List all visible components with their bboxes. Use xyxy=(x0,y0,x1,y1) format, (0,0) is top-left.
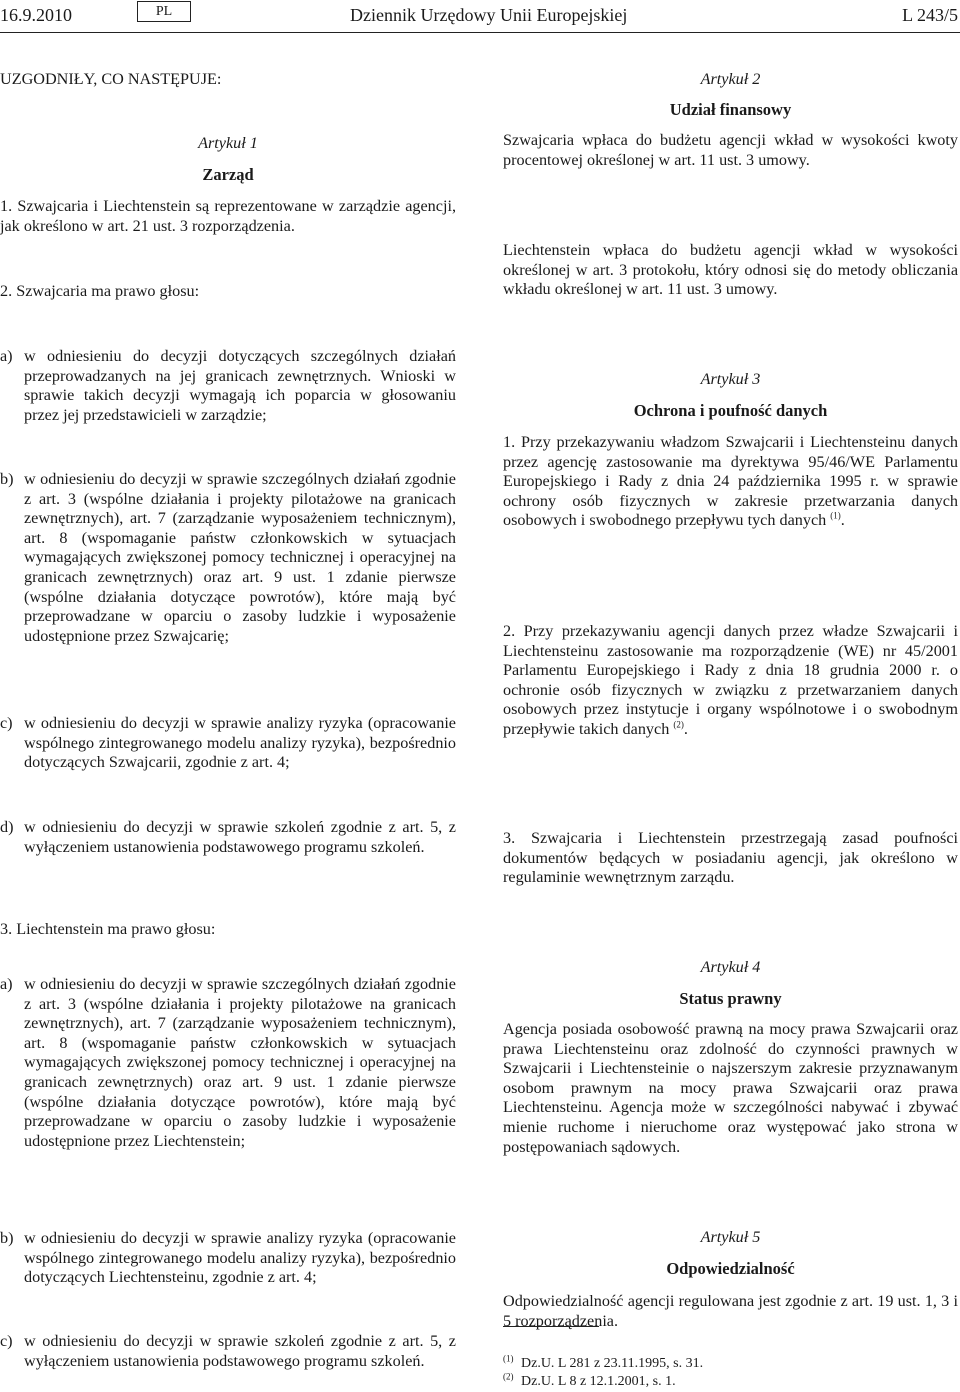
article-3-heading: Ochrona i poufność danych xyxy=(633,401,828,420)
article-2-paragraph-2: Liechtenstein wpłaca do budżetu agencji wkład w wysokości określonej w art. 3 protokołu, który odnosi się do metody obliczania wkładu określonej w art. 11 ust. 3 umowy. xyxy=(503,241,958,299)
footnote-reference: (2) xyxy=(673,719,684,730)
article-4-title: Artykuł 4 xyxy=(700,958,761,976)
footnote-mark: (1) xyxy=(503,1353,514,1364)
page-header xyxy=(0,0,960,34)
list-item-liechtenstein-a xyxy=(0,975,456,1175)
language-badge: PL xyxy=(137,1,191,22)
header-divider xyxy=(0,32,960,33)
publication-date: 16.9.2010 xyxy=(0,5,72,25)
list-item-text: w odniesieniu do decyzji w sprawie szkoleń zgodnie z art. 5, z wyłączeniem ustanowienia podstawowego programu szkoleń. xyxy=(24,1332,456,1370)
footnote-1 xyxy=(503,1355,958,1372)
list-item-label: c) xyxy=(0,714,13,732)
list-item-label: b) xyxy=(0,470,14,488)
list-item-text: w odniesieniu do decyzji w sprawie analizy ryzyka (opracowanie wspólnego zintegrowanego modelu analizy ryzyka), bezpośrednio dotyczących Szwajcarii, zgodnie z art. 4; xyxy=(24,714,456,772)
article-1-paragraph-3: 3. Liechtenstein ma prawo głosu: xyxy=(0,920,216,938)
article-2-title: Artykuł 2 xyxy=(700,70,761,88)
footnote-2 xyxy=(503,1373,958,1390)
list-item-label: a) xyxy=(0,347,13,365)
list-item-label: b) xyxy=(0,1229,14,1247)
journal-title: Dziennik Urzędowy Unii Europejskiej xyxy=(350,5,628,25)
list-item-switzerland-a xyxy=(0,347,456,427)
footnote-divider xyxy=(503,1326,599,1327)
article-5-title: Artykuł 5 xyxy=(700,1228,761,1246)
footnote-reference: (1) xyxy=(830,510,841,521)
paragraph-text: 2. Przy przekazywaniu agencji danych przez władze Szwajcarii i Liechtensteinu zastosowanie ma rozporządzenie (WE) nr 45/2001 Parlamentu Europejskiego i Rady z dnia 18 grudnia 2000 r. o ochronie osób fizycznych w związku z przetwarzaniem danych osobowych przez instytucje i organy wspólnotowe i o swobodnym przepływie takich danych xyxy=(503,622,958,738)
article-2-heading: Udział finansowy xyxy=(669,100,792,119)
article-1-paragraph-2: 2. Szwajcaria ma prawo głosu: xyxy=(0,282,200,300)
list-item-label: a) xyxy=(0,975,13,993)
agreed-heading: UZGODNIŁY, CO NASTĘPUJE: xyxy=(0,70,222,88)
list-item-switzerland-c xyxy=(0,714,456,774)
article-5-paragraph-1: Odpowiedzialność agencji regulowana jest zgodnie z art. 19 ust. 1, 3 i 5 rozporządzenia. xyxy=(503,1292,958,1330)
article-1-heading: Zarząd xyxy=(202,165,254,184)
list-item-switzerland-b xyxy=(0,470,456,670)
article-4-paragraph-1: Agencja posiada osobowość prawną na mocy prawa Szwajcarii oraz prawa Liechtensteinu oraz zdolność do czynności prawnych w Szwajcarii i Liechtensteinie o najszerszym zakresie przyznawanym osobom prawnym na mocy prawa Szwajcarii oraz prawa Liechtensteinu. Agencja może w szczególności nabywać i zbywać mienie ruchome i nieruchome oraz występować jako strona w postępowaniach sądowych. xyxy=(503,1020,958,1156)
list-item-text: w odniesieniu do decyzji w sprawie szkoleń zgodnie z art. 5, z wyłączeniem ustanowienia podstawowego programu szkoleń. xyxy=(24,818,456,856)
list-item-switzerland-d xyxy=(0,818,456,878)
page-reference: L 243/5 xyxy=(902,5,958,25)
list-item-text: w odniesieniu do decyzji w sprawie szczególnych działań zgodnie z art. 3 (wspólne działania i projekty pilotażowe na granicach zewnętrznych), art. 7 (zarządzanie wyposażeniem technicznym), art. 8 (wspomaganie państw członkowskich w sytuacjach wymagających zwiększonej pomocy technicznej i operacyjnej na granicach zewnętrznych) oraz art. 9 ust. 1 zdanie pierwsze (wspólne działania dotyczące powrotów), które mają być przeprowadzane w oparciu o zasoby ludzkie i wyposażenie udostępnione przez Liechtenstein; xyxy=(24,975,456,1150)
footnote-mark: (2) xyxy=(503,1371,514,1382)
list-item-text: w odniesieniu do decyzji w sprawie analizy ryzyka (opracowanie wspólnego zintegrowanego modelu analizy ryzyka), bezpośrednio dotyczących Liechtensteinu, zgodnie z art. 4; xyxy=(24,1229,456,1287)
list-item-liechtenstein-c xyxy=(0,1332,456,1392)
article-5-heading: Odpowiedzialność xyxy=(666,1259,795,1278)
list-item-label: c) xyxy=(0,1332,13,1350)
article-3-title: Artykuł 3 xyxy=(700,370,761,388)
list-item-text: w odniesieniu do decyzji dotyczących szczególnych działań przeprowadzanych na jej granicach zewnętrznych. Wnioski w sprawie takich decyzji wymagają ich poparcia w głosowaniu przez jej przedstawicieli w zarządzie; xyxy=(24,347,456,424)
footnote-text: Dz.U. L 8 z 12.1.2001, s. 1. xyxy=(521,1374,676,1389)
article-3-paragraph-1: 1. Przy przekazywaniu władzom Szwajcarii i Liechtensteinu danych przez agencję zastosowanie ma dyrektywa 95/46/WE Parlamentu Europejskiego i Rady z dnia 24 października 1995 r. w sprawie ochrony osób fizycznych w zakresie przetwarzania danych osobowych i swobodnego przepływu tych danych $^{(1)}$. xyxy=(503,433,958,530)
article-3-paragraph-3: 3. Szwajcaria i Liechtenstein przestrzegają zasad poufności dokumentów będących w posiadaniu agencji, jak określono w regulaminie wewnętrznym zarządu. xyxy=(503,829,958,887)
paragraph-text: 1. Przy przekazywaniu władzom Szwajcarii i Liechtensteinu danych przez agencję zastosowanie ma dyrektywa 95/46/WE Parlamentu Europejskiego i Rady z dnia 24 października 1995 r. w sprawie ochrony osób fizycznych w zakresie przetwarzania danych osobowych i swobodnego przepływu tych danych xyxy=(503,433,958,530)
article-1-title: Artykuł 1 xyxy=(198,134,258,152)
list-item-text: w odniesieniu do decyzji w sprawie szczególnych działań zgodnie z art. 3 (wspólne działania i projekty pilotażowe na granicach zewnętrznych), art. 7 (zarządzanie wyposażeniem technicznym), art. 8 (wspomaganie państw członkowskich w sytuacjach wymagających zwiększonej pomocy technicznej i operacyjnej na granicach zewnętrznych) oraz art. 9 ust. 1 zdanie pierwsze (wspólne działania dotyczące powrotów), które mają być przeprowadzane w oparciu o zasoby ludzkie i wyposażenie udostępnione przez Szwajcarię; xyxy=(24,470,456,645)
list-item-liechtenstein-b xyxy=(0,1229,456,1289)
article-4-heading: Status prawny xyxy=(679,989,782,1008)
article-1-paragraph-1: 1. Szwajcaria i Liechtenstein są reprezentowane w zarządzie agencji, jak określono w art. 21 ust. 3 rozporządzenia. xyxy=(0,197,456,235)
list-item-label: d) xyxy=(0,818,14,836)
article-3-paragraph-2: 2. Przy przekazywaniu agencji danych przez władze Szwajcarii i Liechtensteinu zastosowanie ma rozporządzenie (WE) nr 45/2001 Parlamentu Europejskiego i Rady z dnia 18 grudnia 2000 r. o ochronie osób fizycznych w związku z przetwarzaniem danych osobowych przez instytucje i organy wspólnotowe i o swobodnym przepływie takich danych $^{(2)}$. xyxy=(503,622,958,738)
footnote-text: Dz.U. L 281 z 23.11.1995, s. 31. xyxy=(521,1356,704,1371)
article-2-paragraph-1: Szwajcaria wpłaca do budżetu agencji wkład w wysokości kwoty procentowej określonej w art. 11 ust. 3 umowy. xyxy=(503,131,958,169)
